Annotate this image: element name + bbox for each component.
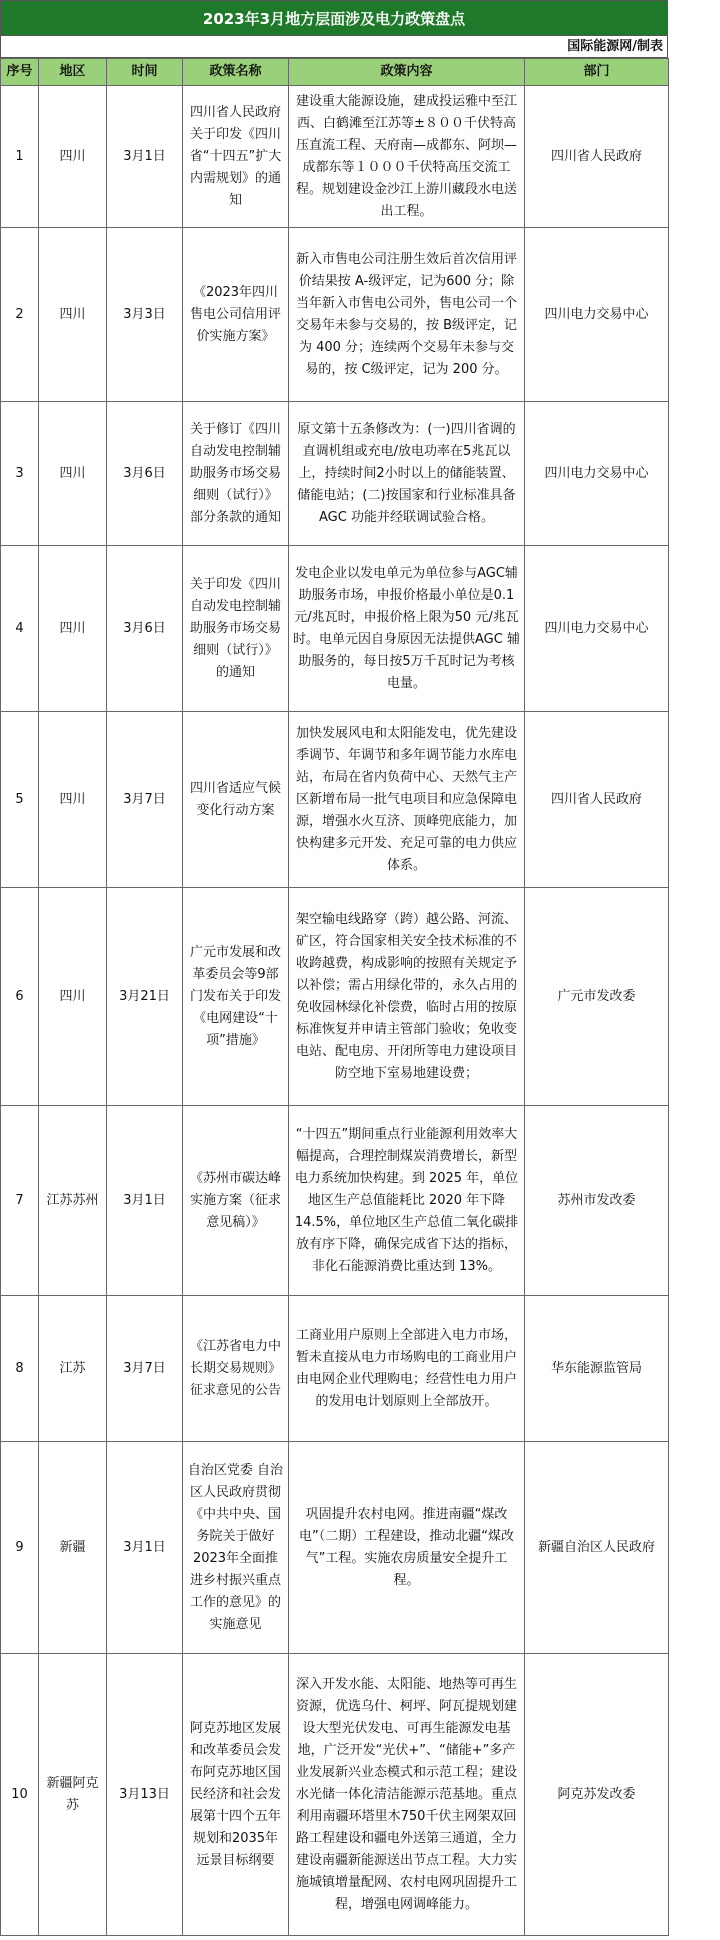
col-header-no: 序号: [1, 59, 39, 86]
cell-department: 四川省人民政府: [525, 712, 669, 888]
table-row: [1, 402, 669, 546]
cell-department: 四川电力交易中心: [525, 546, 669, 712]
cell-department: 四川电力交易中心: [525, 402, 669, 546]
col-header-date: 时间: [107, 59, 183, 86]
cell-department: 苏州市发改委: [525, 1106, 669, 1296]
cell-policy-content: 深入开发水能、太阳能、地热等可再生资源，优选乌什、柯坪、阿瓦提规划建设大型光伏发电、可再生能源发电基地，广泛开发“光伏+”、“储能+”多产业发展新兴业态模式和示范工程；建设水光储一体化清洁能源示范基地。重点利用南疆环塔里木750千伏主网架双回路工程建设和疆电外送第三通道，全力建设南疆新能源送出节点工程。大力实施城镇增量配网、农村电网巩固提升工程，增强电网调峰能力。: [289, 1654, 525, 1936]
cell-no: 2: [1, 228, 39, 402]
cell-policy-name: 自治区党委 自治区人民政府贯彻《中共中央、国务院关于做好2023年全面推进乡村振兴重点工作的意见》的实施意见: [183, 1442, 289, 1654]
cell-region: 江苏苏州: [39, 1106, 107, 1296]
col-header-policy-name: 政策名称: [183, 59, 289, 86]
cell-no: 10: [1, 1654, 39, 1936]
cell-policy-name: 《江苏省电力中长期交易规则》征求意见的公告: [183, 1296, 289, 1442]
col-header-region: 地区: [39, 59, 107, 86]
cell-policy-name: 关于修订《四川自动发电控制辅助服务市场交易细则（试行）》部分条款的通知: [183, 402, 289, 546]
cell-policy-content: 原文第十五条修改为：(一)四川省调的直调机组或充电/放电功率在5兆瓦以上，持续时间2小时以上的储能装置、储能电站；(二)按国家和行业标准具备AGC 功能并经联调试验合格。: [289, 402, 525, 546]
cell-policy-content: 架空输电线路穿（跨）越公路、河流、矿区，符合国家相关安全技术标准的不收跨越费，构成影响的按照有关规定予以补偿；需占用绿化带的，永久占用的免收园林绿化补偿费，临时占用的按原标准恢复并申请主管部门验收；免收变电站、配电房、开闭所等电力建设项目防空地下室易地建设费；: [289, 888, 525, 1106]
cell-policy-content: 工商业用户原则上全部进入电力市场，暂未直接从电力市场购电的工商业用户由电网企业代理购电；经营性电力用户的发用电计划原则上全部放开。: [289, 1296, 525, 1442]
table-row: [1, 1106, 669, 1296]
cell-policy-content: 发电企业以发电单元为单位参与AGC辅助服务市场，申报价格最小单位是0.1元/兆瓦时，申报价格上限为50 元/兆瓦时。电单元因自身原因无法提供AGC 辅助服务的，每日按5万千瓦时记为考核电量。: [289, 546, 525, 712]
cell-date: 3月13日: [107, 1654, 183, 1936]
cell-policy-name: 《苏州市碳达峰实施方案（征求意见稿）》: [183, 1106, 289, 1296]
cell-region: 四川: [39, 86, 107, 228]
cell-department: 广元市发改委: [525, 888, 669, 1106]
cell-no: 4: [1, 546, 39, 712]
policy-table: [0, 58, 669, 1936]
cell-policy-content: 建设重大能源设施，建成投运雅中至江西、白鹤滩至江苏等±８００千伏特高压直流工程、天府南—成都东、阿坝—成都东等１０００千伏特高压交流工程。规划建设金沙江上游川藏段水电送出工程。: [289, 86, 525, 228]
table-row: [1, 888, 669, 1106]
cell-region: 新疆阿克苏: [39, 1654, 107, 1936]
cell-policy-content: 巩固提升农村电网。推进南疆“煤改电”（二期）工程建设，推动北疆“煤改气”工程。实施农房质量安全提升工程。: [289, 1442, 525, 1654]
cell-region: 四川: [39, 712, 107, 888]
table-row: [1, 1442, 669, 1654]
cell-date: 3月21日: [107, 888, 183, 1106]
page-title: 2023年3月地方层面涉及电力政策盘点: [0, 0, 668, 36]
table-row: [1, 712, 669, 888]
cell-region: 四川: [39, 228, 107, 402]
cell-policy-name: 四川省人民政府关于印发《四川省“十四五”扩大内需规划》的通知: [183, 86, 289, 228]
cell-date: 3月6日: [107, 546, 183, 712]
cell-no: 6: [1, 888, 39, 1106]
cell-policy-name: 四川省适应气候变化行动方案: [183, 712, 289, 888]
table-row: [1, 546, 669, 712]
cell-no: 9: [1, 1442, 39, 1654]
cell-date: 3月6日: [107, 402, 183, 546]
table-row: [1, 228, 669, 402]
cell-region: 四川: [39, 546, 107, 712]
cell-date: 3月1日: [107, 86, 183, 228]
cell-no: 5: [1, 712, 39, 888]
cell-policy-name: 广元市发展和改革委员会等9部门发布关于印发《电网建设“十项”措施》: [183, 888, 289, 1106]
cell-policy-name: 关于印发《四川自动发电控制辅助服务市场交易细则（试行）》的通知: [183, 546, 289, 712]
col-header-department: 部门: [525, 59, 669, 86]
cell-no: 1: [1, 86, 39, 228]
cell-no: 7: [1, 1106, 39, 1296]
cell-date: 3月1日: [107, 1442, 183, 1654]
cell-date: 3月7日: [107, 712, 183, 888]
cell-policy-content: 加快发展风电和太阳能发电，优先建设季调节、年调节和多年调节能力水库电站，布局在省内负荷中心、天然气主产区新增布局一批气电项目和应急保障电源，增强水火互济、顶峰兜底能力，加快构建多元开发、充足可靠的电力供应体系。: [289, 712, 525, 888]
col-header-policy-content: 政策内容: [289, 59, 525, 86]
cell-region: 江苏: [39, 1296, 107, 1442]
cell-policy-content: “十四五”期间重点行业能源利用效率大幅提高，合理控制煤炭消费增长，新型电力系统加快构建。到 2025 年，单位地区生产总值能耗比 2020 年下降 14.5%，单位地区生产总值二氧化碳排放有序下降，确保完成省下达的指标，非化石能源消费比重达到 13%。: [289, 1106, 525, 1296]
cell-region: 四川: [39, 402, 107, 546]
cell-region: 四川: [39, 888, 107, 1106]
source-credit: 国际能源网/制表: [0, 36, 668, 58]
cell-department: 四川电力交易中心: [525, 228, 669, 402]
cell-no: 3: [1, 402, 39, 546]
cell-policy-name: 《2023年四川售电公司信用评价实施方案》: [183, 228, 289, 402]
table-row: [1, 86, 669, 228]
cell-department: 阿克苏发改委: [525, 1654, 669, 1936]
cell-department: 新疆自治区人民政府: [525, 1442, 669, 1654]
cell-region: 新疆: [39, 1442, 107, 1654]
table-row: [1, 1296, 669, 1442]
cell-no: 8: [1, 1296, 39, 1442]
cell-policy-content: 新入市售电公司注册生效后首次信用评价结果按 A-级评定，记为600 分；除当年新入市售电公司外，售电公司一个交易年未参与交易的，按 B级评定，记为 400 分；连续两个交易年未参与交易的，按 C级评定，记为 200 分。: [289, 228, 525, 402]
cell-policy-name: 阿克苏地区发展和改革委员会发布阿克苏地区国民经济和社会发展第十四个五年规划和2035年远景目标纲要: [183, 1654, 289, 1936]
cell-date: 3月3日: [107, 228, 183, 402]
cell-department: 四川省人民政府: [525, 86, 669, 228]
cell-date: 3月7日: [107, 1296, 183, 1442]
table-row: [1, 1654, 669, 1936]
header-row: [1, 59, 669, 86]
cell-date: 3月1日: [107, 1106, 183, 1296]
cell-department: 华东能源监管局: [525, 1296, 669, 1442]
